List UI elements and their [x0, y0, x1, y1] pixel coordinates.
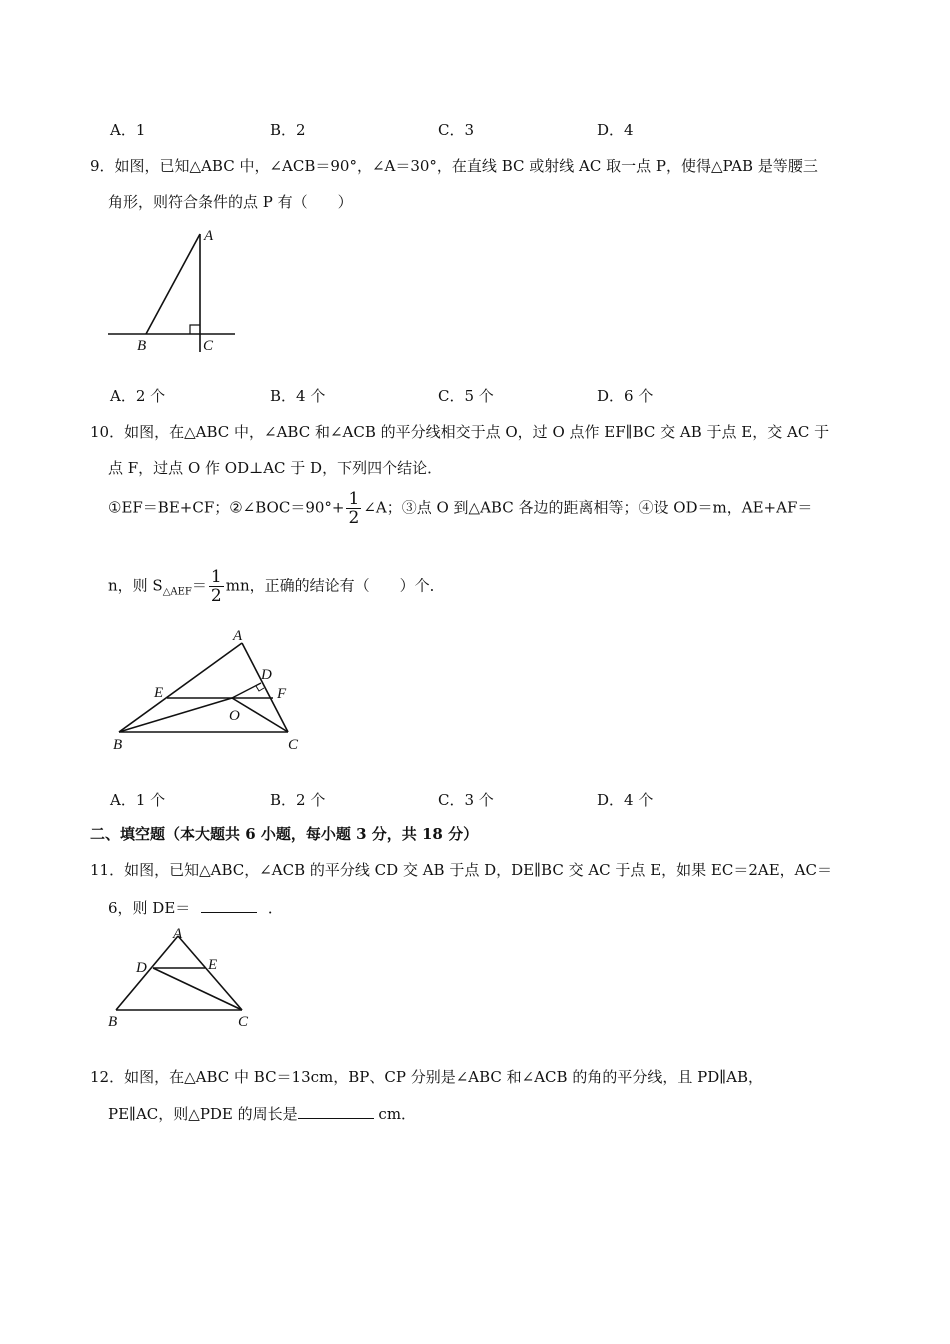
q11-text-line2: [108, 897, 283, 918]
q10-line-ab: [119, 643, 242, 732]
q10-label-e: E: [154, 685, 164, 701]
q12-text-line2-b: cm．: [373, 1105, 417, 1123]
q10-frac-num: 1: [348, 489, 360, 509]
section-2-heading: 二、填空题（本大题共 6 小题，每小题 3 分，共 18 分）: [90, 825, 479, 843]
q9-label-a: A: [204, 228, 214, 244]
q10-frac2-num: 1: [210, 567, 222, 587]
q11-label-b: B: [108, 1014, 118, 1030]
q11-label-c: C: [238, 1014, 249, 1030]
q10-area-eq: ＝: [191, 576, 207, 595]
q10-label-f: F: [277, 686, 287, 702]
q12-text-line2: [108, 1103, 416, 1124]
q10-fraction-half-2: [209, 568, 224, 605]
q9-label-b: B: [137, 338, 147, 354]
q9-right-angle-mark: [190, 325, 200, 334]
q11-line-dc: [153, 968, 242, 1010]
q10-label-o: O: [229, 708, 240, 724]
q9-figure: [100, 222, 245, 357]
q9-text-line1: 9．如图，已知△ABC 中，∠ACB＝90°，∠A＝30°，在直线 BC 或射线 AC 取一点 P，使得△PAB 是等腰三: [90, 157, 818, 175]
q9-option-c: C．5 个: [438, 387, 494, 405]
q10-option-b: B．2 个: [270, 791, 326, 809]
q11-label-d: D: [136, 960, 147, 976]
q10-label-b: B: [113, 737, 123, 753]
q10-text-line1: 10．如图，在△ABC 中，∠ABC 和∠ACB 的平分线相交于点 O，过 O 点作 EF∥BC 交 AB 于点 E，交 AC 于: [90, 423, 830, 441]
q10-text-line2: 点 F，过点 O 作 OD⊥AC 于 D，下列四个结论．: [108, 459, 443, 477]
q8-option-c: C．3: [438, 121, 475, 139]
q11-answer-blank[interactable]: [201, 912, 257, 913]
q10-conclusions-line: [108, 490, 812, 527]
q8-option-b: B．2: [270, 121, 306, 139]
q9-option-d: D．6 个: [597, 387, 654, 405]
q9-line-ab: [146, 234, 200, 334]
q10-label-d: D: [261, 667, 272, 683]
q9-text-line2: 角形，则符合条件的点 P 有（ ）: [108, 193, 353, 211]
q12-text-line2-a: PE∥AC，则△PDE 的周长是: [108, 1105, 298, 1123]
q10-area-part1: n，则 S: [108, 576, 163, 595]
q10-label-a: A: [233, 628, 243, 644]
q10-fraction-half: [346, 490, 361, 527]
q9-label-c: C: [203, 338, 214, 354]
q10-line-bo: [119, 698, 232, 732]
q12-answer-blank[interactable]: [298, 1118, 374, 1119]
q10-area-part2: mn，正确的结论有（ ）个．: [225, 576, 445, 595]
q10-line-od: [232, 683, 261, 698]
q10-conclusions-part2: ∠A；③点 O 到△ABC 各边的距离相等；④设 OD＝m，AE+AF＝: [363, 498, 813, 517]
q11-text-line2-b: ．: [267, 899, 283, 917]
q9-option-a: A．2 个: [110, 387, 166, 405]
q9-option-b: B．4 个: [270, 387, 326, 405]
q10-option-d: D．4 个: [597, 791, 654, 809]
q11-text-line1: 11．如图，已知△ABC，∠ACB 的平分线 CD 交 AB 于点 D，DE∥BC 交 AC 于点 E，如果 EC＝2AE，AC＝: [90, 861, 832, 879]
q10-frac2-den: 2: [210, 586, 222, 606]
q11-line-ac: [178, 936, 242, 1010]
q11-line-ab: [116, 936, 178, 1010]
q8-option-a: A．1: [110, 121, 146, 139]
q11-label-a: A: [173, 926, 183, 942]
q10-conclusions-part1: ①EF＝BE+CF；②∠BOC＝90°+: [108, 498, 345, 517]
q8-option-d: D．4: [597, 121, 634, 139]
q10-option-a: A．1 个: [110, 791, 166, 809]
q10-area-subscript: △AEF: [162, 586, 192, 598]
q11-figure: [100, 922, 260, 1032]
q11-label-e: E: [208, 957, 218, 973]
q10-figure: [105, 625, 310, 755]
q10-option-c: C．3 个: [438, 791, 494, 809]
q10-label-c: C: [288, 737, 299, 753]
q10-area-line: [108, 568, 445, 605]
q11-text-line2-a: 6，则 DE＝: [108, 899, 191, 917]
q10-frac-den: 2: [348, 508, 360, 528]
q10-right-angle-mark: [256, 686, 264, 691]
q12-text-line1: 12．如图，在△ABC 中 BC＝13cm，BP、CP 分别是∠ABC 和∠ACB 的角的平分线，且 PD∥AB，: [90, 1068, 764, 1086]
